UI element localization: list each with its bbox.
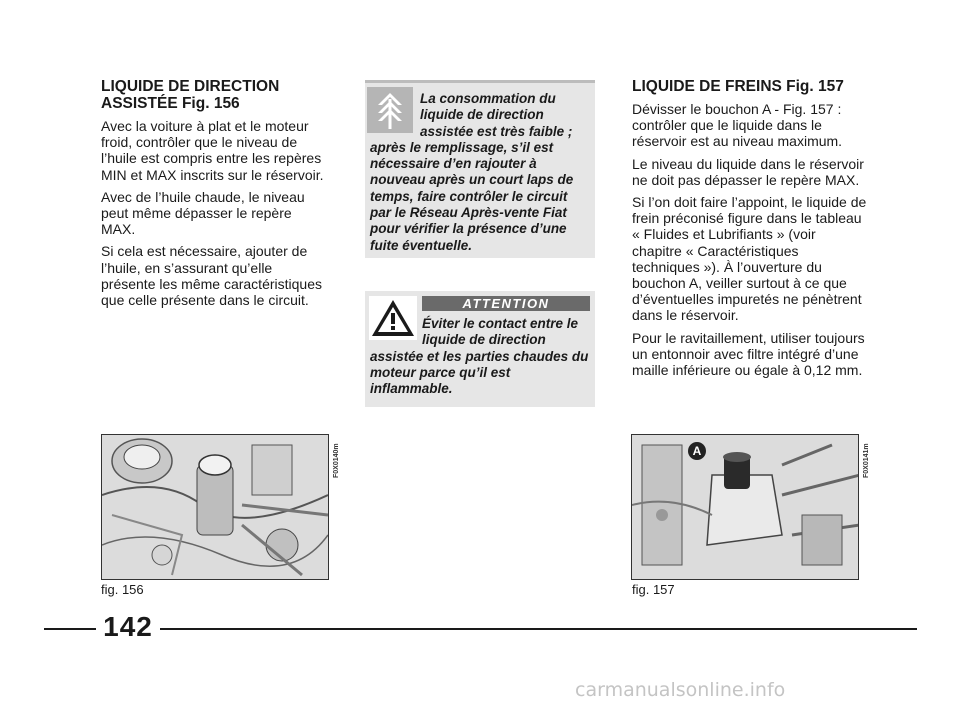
- right-paragraph-2: Le niveau du liquide dans le réservoir ne doit pas dépasser le repère MAX.: [632, 155, 864, 188]
- page-number: 142: [103, 611, 153, 642]
- fig-156-code: F0X0140m: [333, 443, 340, 478]
- brake-fluid-heading: LIQUIDE DE FREINS Fig. 157: [632, 78, 844, 95]
- attention-label: ATTENTION: [422, 296, 590, 311]
- environment-note-box: [365, 80, 595, 258]
- footer-rule-right: [160, 628, 917, 630]
- left-paragraph-3: Si cela est nécessaire, ajouter de l’huile, en s’assurant qu’elle présente les même caractéristiques que celle présente dans le circuit.: [101, 243, 322, 309]
- environment-note-text: La consommation du liquide de direction assistée est très faible ; après le remplissage, s’il est nécessaire d’en rajouter à nouveau après un court laps de temps, faire contrôler le circuit par le Réseau Après-vente Fiat pour vérifier la présence d’une fuite éventuelle.: [370, 91, 574, 253]
- marker-a-badge: A: [688, 442, 706, 460]
- attention-text: Éviter le contact entre le liquide de direction assistée et les parties chaudes du moteur parce qu’il est inflammable.: [370, 316, 589, 397]
- fig-157-code: F0X0141m: [863, 443, 870, 478]
- right-paragraph-3: Si l’on doit faire l’appoint, le liquide de frein préconisé figure dans le tableau « Fluides et Lubrifiants » (voir chapitre « Caractéristiques techniques »). À l’ouverture du bouchon A, veiller surtout à ce que d’éventuelles impuretés ne pénètrent dans le réservoir.: [632, 194, 867, 324]
- right-paragraph-1: Dévisser le bouchon A - Fig. 157 : contrôler que le liquide dans le réservoir est au niveau maximum.: [632, 101, 843, 150]
- fig-156-caption: fig. 156: [101, 582, 144, 597]
- fig-156-engine-photo: [101, 434, 329, 580]
- watermark: carmanualsonline.info: [575, 679, 786, 701]
- left-column: [101, 78, 329, 314]
- left-paragraph-1: Avec la voiture à plat et le moteur froid, contrôler que le niveau de l’huile est compris entre les repères MIN et MAX inscrits sur le réservoir.: [101, 118, 324, 183]
- left-paragraph-2: Avec de l’huile chaude, le niveau peut même dépasser le repère MAX.: [101, 188, 305, 238]
- attention-warning-box: [365, 291, 595, 407]
- power-steering-heading: LIQUIDE DE DIRECTION ASSISTÉE Fig. 156: [101, 78, 280, 112]
- fig-157-caption: fig. 157: [632, 582, 675, 597]
- footer-rule-left: [44, 628, 96, 630]
- fig-157-engine-photo: [631, 434, 859, 580]
- right-column: [632, 78, 867, 384]
- right-paragraph-4: Pour le ravitaillement, utiliser toujours un entonnoir avec filtre intégré d’une maille inférieure ou égale à 0,12 mm.: [632, 329, 865, 379]
